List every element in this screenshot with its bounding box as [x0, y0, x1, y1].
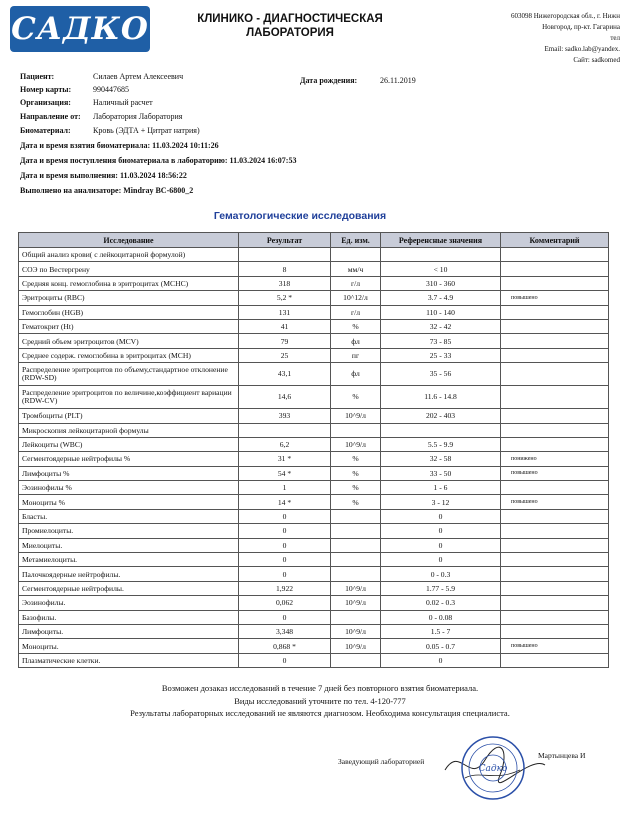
table-row: [19, 466, 609, 480]
footer-line2: Виды исследований уточните по тел. 4-120-777: [234, 696, 406, 706]
patient-name: Силаев Артем Алексеевич: [93, 72, 184, 81]
cell-comment: [501, 509, 609, 523]
table-row: [19, 452, 609, 466]
cell-result: 0: [239, 524, 331, 538]
cell-comment: понижено: [501, 452, 609, 466]
cell-result: 1,922: [239, 581, 331, 595]
cell-unit: 10^9/л: [331, 437, 381, 451]
lab-title: [160, 12, 420, 40]
address-line5: Сайт: sadkomed: [573, 56, 620, 64]
cell-test-name: Общий анализ крови( с лейкоцитарной формулой): [19, 248, 239, 262]
table-row: [19, 481, 609, 495]
footer-line3: Результаты лабораторных исследований не являются диагнозом. Необходима консультация специалиста.: [130, 708, 510, 718]
cell-comment: [501, 481, 609, 495]
cell-test-name: СОЭ по Вестергрену: [19, 262, 239, 276]
cell-unit: 10^12/л: [331, 291, 381, 305]
cell-test-name: Плазматические клетки.: [19, 653, 239, 667]
address-line1: 603098 Нижегородская обл., г. Нижн: [510, 12, 620, 20]
cell-reference: [381, 423, 501, 437]
footer-line1: Возможен дозаказ исследований в течение 7 дней без повторного взятия биоматериала.: [161, 683, 479, 693]
cell-test-name: Промиелоциты.: [19, 524, 239, 538]
analyzer-info: Выполнено на анализаторе: Mindray BC-6800_2: [20, 186, 194, 195]
birth-date: 26.11.2019: [380, 76, 416, 85]
cell-reference: 3 - 12: [381, 495, 501, 509]
cell-comment: [501, 538, 609, 552]
cell-unit: г/л: [331, 305, 381, 319]
lab-stamp: [460, 735, 526, 801]
cell-comment: [501, 624, 609, 638]
org-value: Наличный расчет: [93, 98, 153, 107]
cell-test-name: Лимфоциты.: [19, 624, 239, 638]
cell-reference: 73 - 85: [381, 334, 501, 348]
cell-result: 54 *: [239, 466, 331, 480]
table-row: [19, 581, 609, 595]
cell-reference: 202 - 403: [381, 409, 501, 423]
cell-comment: [501, 386, 609, 409]
cell-comment: [501, 305, 609, 319]
cell-reference: [381, 248, 501, 262]
cell-unit: фл: [331, 363, 381, 386]
cell-result: 0,868 *: [239, 639, 331, 653]
table-row: [19, 305, 609, 319]
cell-result: 6,2: [239, 437, 331, 451]
cell-comment: [501, 596, 609, 610]
cell-unit: [331, 538, 381, 552]
table-row: [19, 291, 609, 305]
cell-result: 1: [239, 481, 331, 495]
cell-test-name: Бласты.: [19, 509, 239, 523]
cell-comment: [501, 319, 609, 333]
table-row: [19, 538, 609, 552]
cell-reference: 33 - 50: [381, 466, 501, 480]
col-header-comment: Комментарий: [501, 233, 609, 248]
cell-unit: [331, 653, 381, 667]
cell-result: 0,062: [239, 596, 331, 610]
cell-reference: 3.7 - 4.9: [381, 291, 501, 305]
cell-comment: повышено: [501, 291, 609, 305]
table-row: [19, 423, 609, 437]
cell-test-name: Базофилы.: [19, 610, 239, 624]
cell-comment: [501, 437, 609, 451]
stamp-text: Садко: [478, 764, 508, 774]
done-datetime: Дата и время выполнения: 11.03.2024 18:56:22: [20, 171, 187, 180]
cell-reference: 32 - 42: [381, 319, 501, 333]
cell-unit: %: [331, 452, 381, 466]
results-table: [18, 232, 609, 668]
cell-unit: [331, 610, 381, 624]
cell-unit: %: [331, 481, 381, 495]
section-title: Гематологические исследования: [213, 210, 387, 222]
cell-comment: [501, 567, 609, 581]
cell-reference: 35 - 56: [381, 363, 501, 386]
cell-unit: 10^9/л: [331, 581, 381, 595]
cell-test-name: Гематокрит (Ht): [19, 319, 239, 333]
address-line2: Новгород, пр-кт. Гагарина: [542, 23, 620, 31]
cell-reference: 310 - 360: [381, 276, 501, 290]
cell-test-name: Средняя конц. гемоглобина в эритроцитах (MCHC): [19, 276, 239, 290]
cell-test-name: Тромбоциты (PLT): [19, 409, 239, 423]
table-row: [19, 319, 609, 333]
table-row: [19, 596, 609, 610]
lab-title-line2: ЛАБОРАТОРИЯ: [246, 27, 334, 39]
table-row: [19, 386, 609, 409]
cell-comment: [501, 334, 609, 348]
cell-reference: 0: [381, 553, 501, 567]
card-number: 990447685: [93, 85, 129, 94]
cell-reference: 0 - 0.08: [381, 610, 501, 624]
cell-result: 14,6: [239, 386, 331, 409]
cell-test-name: Микроскопия лейкоцитарной формулы: [19, 423, 239, 437]
cell-comment: повышено: [501, 466, 609, 480]
table-row: [19, 437, 609, 451]
received-datetime: Дата и время поступления биоматериала в лабораторию: 11.03.2024 16:07:53: [20, 156, 297, 165]
cell-comment: [501, 610, 609, 624]
cell-unit: %: [331, 495, 381, 509]
col-header-unit: Ед. изм.: [331, 233, 381, 248]
table-row: [19, 624, 609, 638]
cell-unit: [331, 423, 381, 437]
cell-reference: 0 - 0.3: [381, 567, 501, 581]
table-header-row: [19, 233, 609, 248]
table-row: [19, 409, 609, 423]
table-row: [19, 610, 609, 624]
cell-test-name: Палочкоядерные нейтрофилы.: [19, 567, 239, 581]
cell-comment: [501, 581, 609, 595]
cell-unit: %: [331, 466, 381, 480]
direction-label: Направление от:: [20, 112, 81, 121]
lab-title-line1: КЛИНИКО - ДИАГНОСТИЧЕСКАЯ: [197, 13, 383, 25]
cell-comment: повышено: [501, 495, 609, 509]
cell-test-name: Моноциты %: [19, 495, 239, 509]
cell-result: [239, 423, 331, 437]
col-header-test: Исследование: [19, 233, 239, 248]
col-header-result: Результат: [239, 233, 331, 248]
cell-result: 31 *: [239, 452, 331, 466]
cell-result: 43,1: [239, 363, 331, 386]
table-row: [19, 348, 609, 362]
cell-reference: < 10: [381, 262, 501, 276]
cell-test-name: Сегментоядерные нейтрофилы.: [19, 581, 239, 595]
cell-test-name: Эозинофилы.: [19, 596, 239, 610]
head-of-lab-label: Заведующий лабораторией: [338, 757, 425, 766]
cell-result: [239, 248, 331, 262]
cell-unit: г/л: [331, 276, 381, 290]
cell-unit: %: [331, 386, 381, 409]
cell-reference: 0: [381, 524, 501, 538]
taken-datetime: Дата и время взятия биоматериала: 11.03.2024 10:11:26: [20, 141, 219, 150]
table-row: [19, 248, 609, 262]
cell-reference: 1 - 6: [381, 481, 501, 495]
cell-unit: [331, 509, 381, 523]
cell-comment: [501, 553, 609, 567]
cell-unit: [331, 567, 381, 581]
cell-test-name: Гемоглобин (HGB): [19, 305, 239, 319]
cell-result: 0: [239, 653, 331, 667]
cell-comment: [501, 653, 609, 667]
birth-label: Дата рождения:: [300, 76, 358, 85]
cell-result: 14 *: [239, 495, 331, 509]
cell-result: 318: [239, 276, 331, 290]
cell-comment: [501, 409, 609, 423]
cell-reference: 11.6 - 14.8: [381, 386, 501, 409]
card-label: Номер карты:: [20, 85, 72, 94]
cell-test-name: Распределение эритроцитов по объему,стандартное отклонение (RDW-SD): [19, 363, 239, 386]
table-row: [19, 276, 609, 290]
table-row: [19, 509, 609, 523]
cell-unit: [331, 524, 381, 538]
table-row: [19, 363, 609, 386]
table-row: [19, 653, 609, 667]
cell-unit: %: [331, 319, 381, 333]
cell-reference: 0: [381, 538, 501, 552]
table-row: [19, 495, 609, 509]
biomaterial-value: Кровь (ЭДТА + Цитрат натрия): [93, 126, 200, 135]
cell-unit: пг: [331, 348, 381, 362]
cell-reference: 32 - 58: [381, 452, 501, 466]
cell-unit: 10^9/л: [331, 639, 381, 653]
direction-value: Лаборатория Лаборатория: [93, 112, 183, 121]
cell-result: 5,2 *: [239, 291, 331, 305]
cell-test-name: Миелоциты.: [19, 538, 239, 552]
address-line3: тел: [610, 34, 620, 42]
cell-result: 131: [239, 305, 331, 319]
cell-unit: [331, 553, 381, 567]
cell-reference: 1.77 - 5.9: [381, 581, 501, 595]
cell-reference: 110 - 140: [381, 305, 501, 319]
cell-result: 79: [239, 334, 331, 348]
address-line4: Email: sadko.lab@yandex.: [544, 45, 620, 53]
cell-result: 0: [239, 567, 331, 581]
cell-reference: 0.05 - 0.7: [381, 639, 501, 653]
table-row: [19, 639, 609, 653]
cell-reference: 1.5 - 7: [381, 624, 501, 638]
cell-result: 0: [239, 610, 331, 624]
cell-reference: 0: [381, 653, 501, 667]
cell-result: 0: [239, 538, 331, 552]
lab-address: [460, 11, 620, 66]
cell-comment: [501, 363, 609, 386]
cell-test-name: Лейкоциты (WBC): [19, 437, 239, 451]
table-row: [19, 553, 609, 567]
cell-result: 0: [239, 509, 331, 523]
cell-unit: 10^9/л: [331, 624, 381, 638]
cell-unit: мм/ч: [331, 262, 381, 276]
cell-unit: 10^9/л: [331, 409, 381, 423]
cell-test-name: Лимфоциты %: [19, 466, 239, 480]
cell-result: 25: [239, 348, 331, 362]
lab-logo: САДКО: [10, 6, 150, 52]
cell-test-name: Средний объем эритроцитов (MCV): [19, 334, 239, 348]
cell-comment: повышено: [501, 639, 609, 653]
col-header-reference: Референсные значения: [381, 233, 501, 248]
cell-unit: 10^9/л: [331, 596, 381, 610]
cell-comment: [501, 262, 609, 276]
table-row: [19, 334, 609, 348]
cell-result: 8: [239, 262, 331, 276]
cell-result: 0: [239, 553, 331, 567]
cell-test-name: Моноциты.: [19, 639, 239, 653]
cell-test-name: Сегментоядерные нейтрофилы %: [19, 452, 239, 466]
cell-result: 393: [239, 409, 331, 423]
cell-result: 41: [239, 319, 331, 333]
cell-unit: фл: [331, 334, 381, 348]
cell-test-name: Метамиелоциты.: [19, 553, 239, 567]
cell-test-name: Эозинофилы %: [19, 481, 239, 495]
cell-test-name: Среднее содерж. гемоглобина в эритроцитах (MCH): [19, 348, 239, 362]
cell-comment: [501, 276, 609, 290]
cell-test-name: Распределение эритроцитов по величине,коэффициент вариации (RDW-CV): [19, 386, 239, 409]
table-row: [19, 567, 609, 581]
biomaterial-label: Биоматериал:: [20, 126, 71, 135]
cell-result: 3,348: [239, 624, 331, 638]
cell-comment: [501, 524, 609, 538]
head-of-lab-name: Мартынцева И: [538, 751, 586, 760]
cell-reference: 0: [381, 509, 501, 523]
cell-comment: [501, 248, 609, 262]
cell-comment: [501, 348, 609, 362]
cell-unit: [331, 248, 381, 262]
table-row: [19, 524, 609, 538]
org-label: Организация:: [20, 98, 71, 107]
cell-reference: 25 - 33: [381, 348, 501, 362]
patient-label: Пациент:: [20, 72, 55, 81]
cell-reference: 0.02 - 0.3: [381, 596, 501, 610]
cell-comment: [501, 423, 609, 437]
cell-reference: 5.5 - 9.9: [381, 437, 501, 451]
table-row: [19, 262, 609, 276]
cell-test-name: Эритроциты (RBC): [19, 291, 239, 305]
